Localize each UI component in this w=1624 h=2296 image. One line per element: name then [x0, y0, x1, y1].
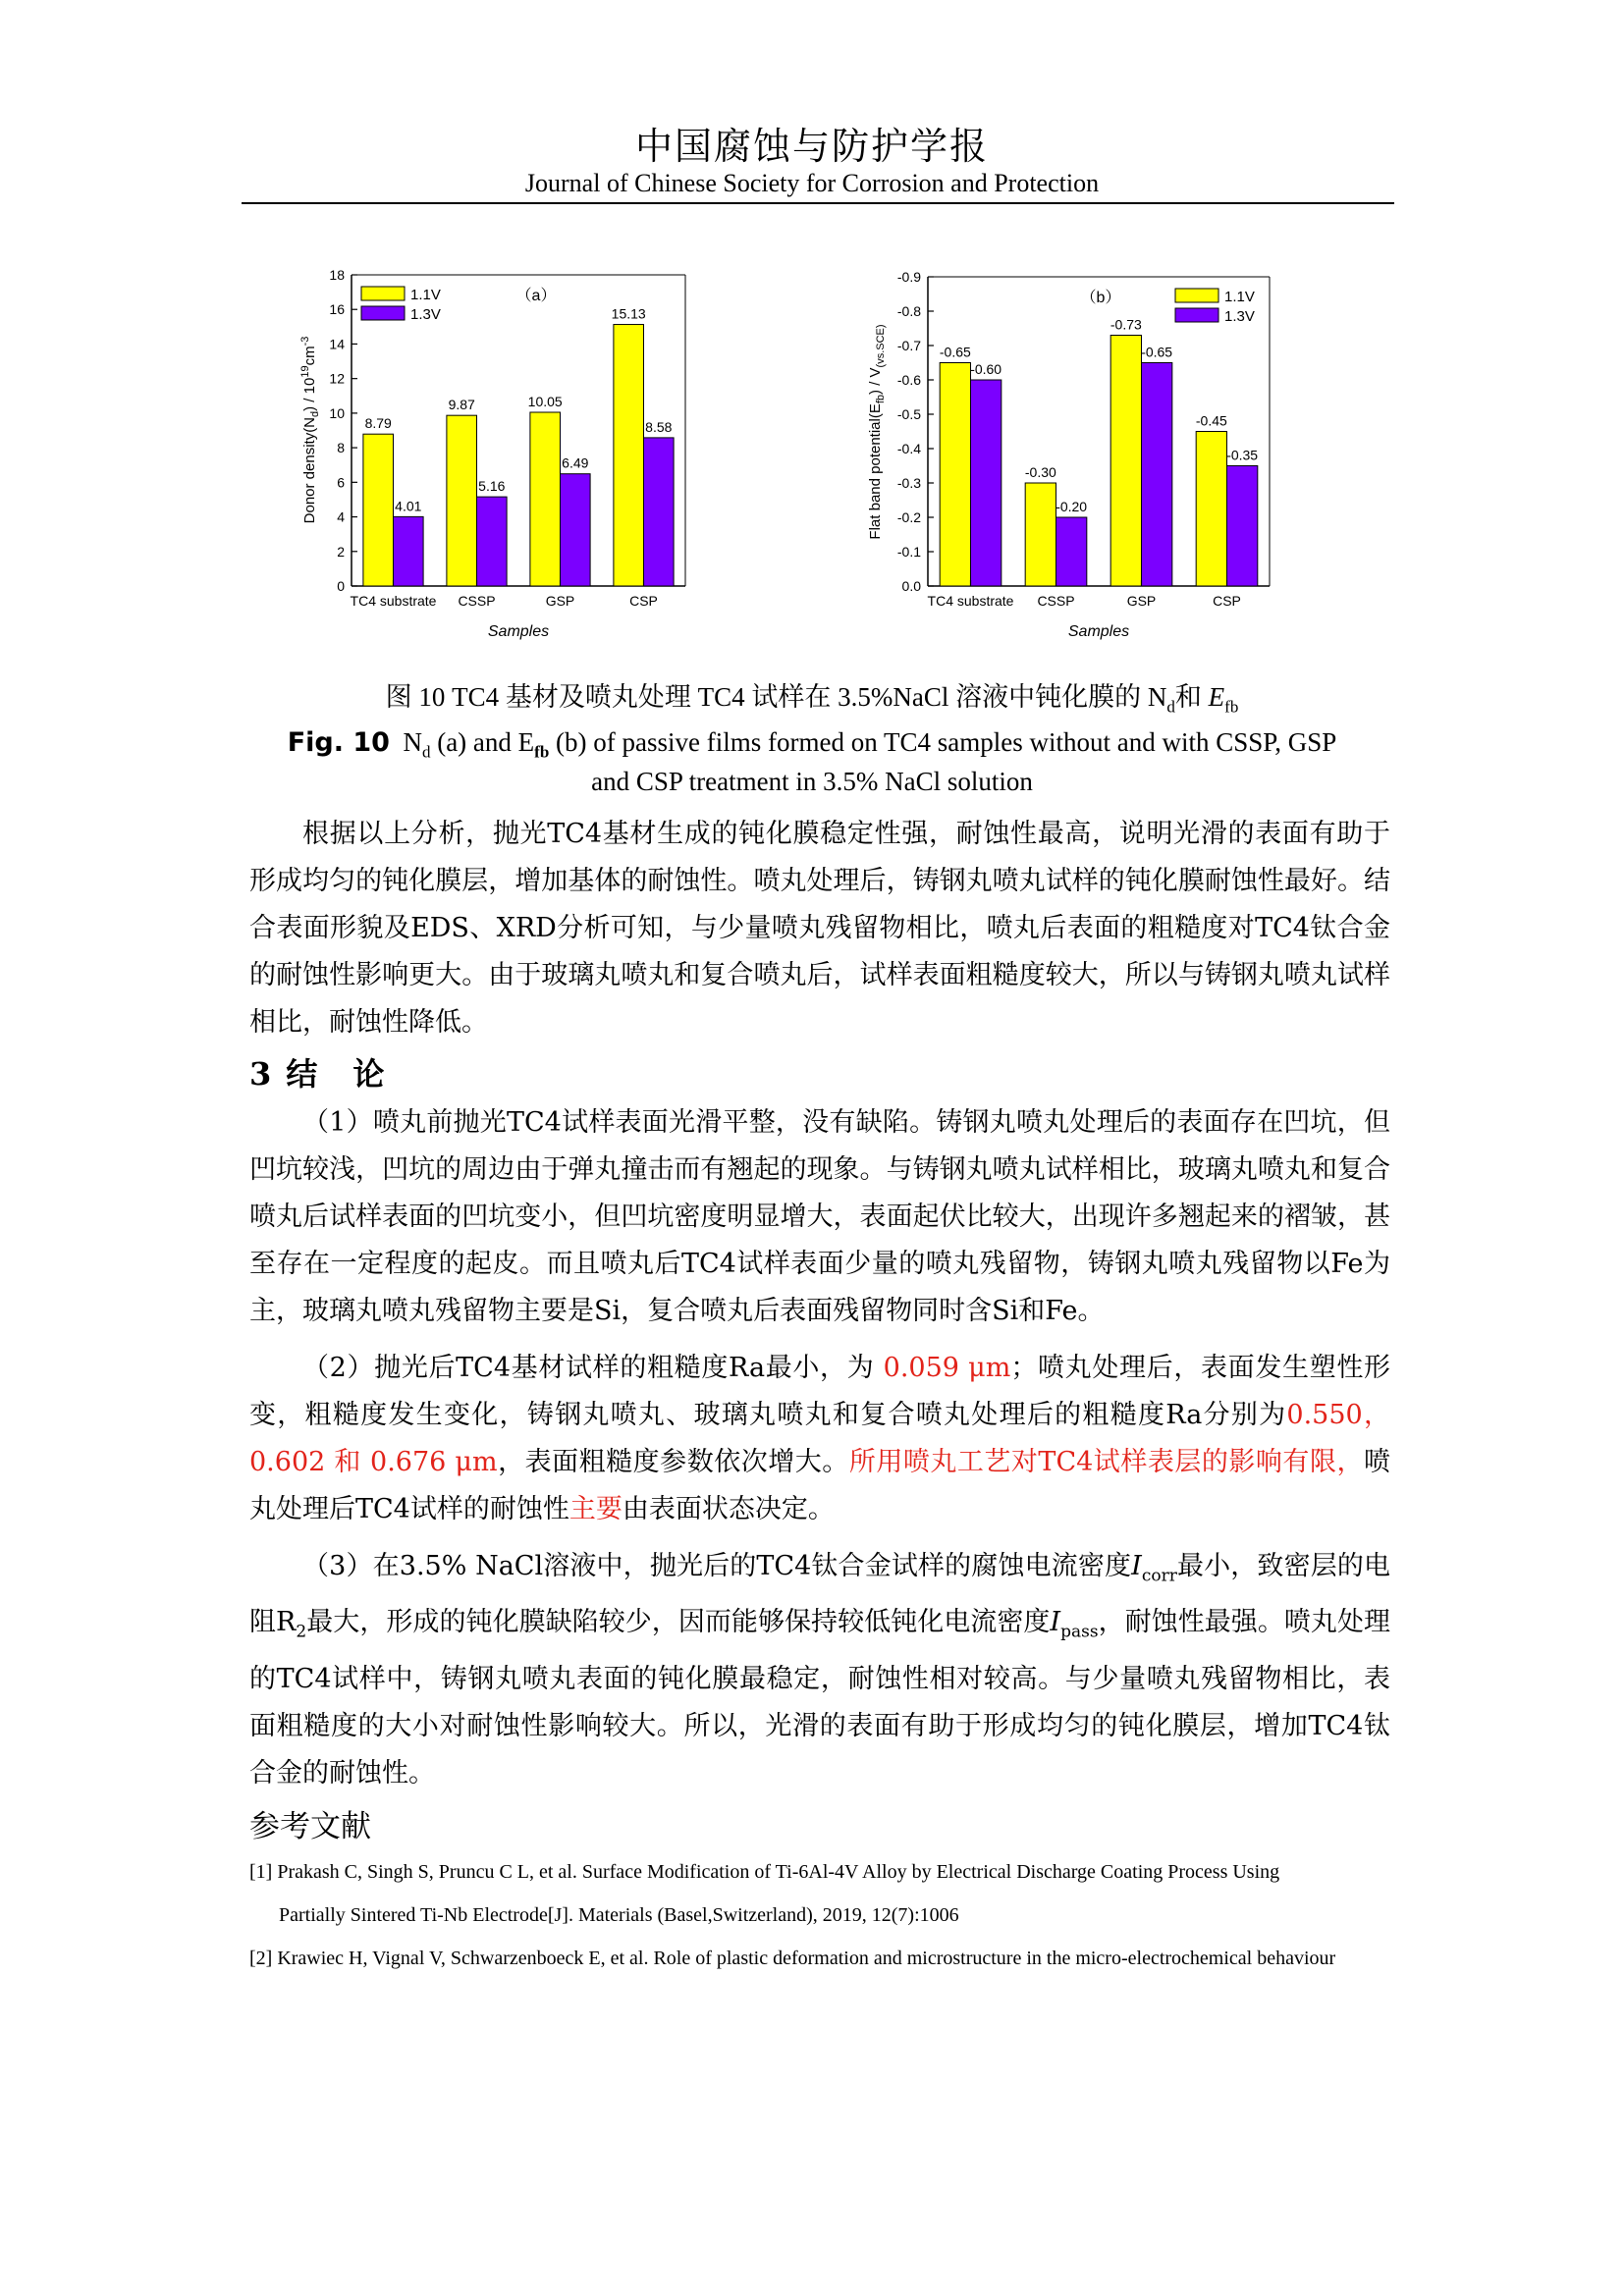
data-label: -0.65	[1141, 344, 1173, 360]
data-label: -0.60	[970, 361, 1002, 377]
y-tick-label: 0	[337, 578, 345, 594]
data-label: -0.35	[1226, 447, 1259, 463]
figure-caption-en: Fig. 10 $N_d$ (a) and $E_{fb}$ (b) of passive films formed on TC4 samples without and with CSSP, GSP	[287, 727, 1337, 762]
bars	[940, 317, 1258, 587]
x-tick-label: GSP	[545, 593, 575, 609]
y-tick-label: 10	[329, 404, 345, 421]
y-tick-label: 6	[337, 474, 345, 491]
x-tick-label: CSSP	[1037, 593, 1075, 609]
legend-label-1-3v: 1.3V	[410, 306, 441, 323]
y-tick-label: 2	[337, 543, 345, 560]
data-label: -0.30	[1024, 464, 1056, 480]
references-title: 参考文献	[249, 1808, 371, 1844]
bar-1-3V-csp	[1227, 466, 1258, 587]
flat-band-potential-chart	[859, 267, 1311, 650]
legend-swatch-1-1v	[361, 287, 405, 300]
y-tick-label: -0.5	[896, 406, 921, 422]
journal-title-en: Journal of Chinese Society for Corrosion and Protection	[524, 169, 1100, 197]
legend-label-1-1v: 1.1V	[410, 287, 441, 303]
reference-1: [1] Prakash C, Singh S, Pruncu C L, et al. Surface Modification of Ti-6Al-4V Alloy by Electrical Discharge Coating Process Using	[249, 1860, 1280, 1883]
data-label: 6.49	[562, 454, 589, 471]
x-tick-label: CSP	[629, 593, 658, 609]
header-rule	[242, 202, 1394, 204]
y-tick-label: 18	[329, 267, 345, 283]
y-tick-label: 4	[337, 508, 345, 525]
data-label: -0.73	[1110, 316, 1142, 333]
bar-1-3V-cssp	[1056, 517, 1087, 586]
bar-1-1V-tc4-substrate	[363, 434, 394, 586]
legend-swatch-1-3v	[1175, 308, 1218, 322]
bar-1-1V-gsp	[1110, 336, 1141, 587]
y-tick-label: 0.0	[901, 578, 921, 594]
body-text	[249, 811, 1390, 1980]
data-label: 8.79	[364, 415, 392, 432]
bar-1-1V-csp	[614, 325, 644, 586]
y-tick-label: -0.2	[896, 509, 921, 525]
figure-caption-en-line2: and CSP treatment in 3.5% NaCl solution	[591, 767, 1033, 796]
y-tick-label: -0.4	[896, 441, 921, 456]
data-label: 15.13	[611, 305, 646, 322]
conclusion-1: （1）喷丸前抛光TC4试样表面光滑平整，没有缺陷。铸钢丸喷丸处理后的表面存在凹坑，但凹坑较浅，凹坑的周边由于弹丸撞击而有翘起的现象。与铸钢丸喷丸试样相比，玻璃丸喷丸和复合喷丸后试样表面的凹坑变小，但凹坑密度明显增大，表面起伏比较大，出现许多翘起来的褶皱，甚至存在一定程度的起皮。而且喷丸后TC4试样表面少量的喷丸残留物，铸钢丸喷丸残留物以Fe为主，玻璃丸喷丸残留物主要是Si，复合喷丸后表面残留物同时含Si和Fe。	[249, 1107, 1390, 1326]
data-label: -0.20	[1056, 499, 1088, 514]
x-tick-label: CSP	[1213, 593, 1241, 609]
legend	[1175, 289, 1255, 325]
conclusion-2: （2）抛光后TC4基材试样的粗糙度Ra最小，为 0.059 μm；喷丸处理后，表面发生塑性形变，粗糙度发生变化，铸钢丸喷丸、玻璃丸喷丸和复合喷丸处理后的粗糙度Ra分别为0.550，0.602 和 0.676 μm，表面粗糙度参数依次增大。所用喷丸工艺对TC4试样表层的影响有限，喷丸处理后TC4试样的耐蚀性主要由表面状态决定。	[249, 1353, 1391, 1524]
legend-swatch-1-1v	[1175, 289, 1218, 302]
y-ticks	[329, 267, 357, 594]
data-label: 8.58	[645, 418, 673, 435]
bar-1-3V-tc4-substrate	[971, 380, 1001, 586]
reference-1-cont: Partially Sintered Ti-Nb Electrode[J]. Materials (Basel,Switzerland), 2019, 12(7):1006	[279, 1903, 959, 1926]
x-tick-label: TC4 substrate	[927, 593, 1014, 609]
y-tick-label: -0.9	[896, 269, 921, 285]
legend-label-1-3v: 1.3V	[1224, 308, 1255, 325]
bars	[363, 306, 674, 586]
bar-1-1V-cssp	[447, 415, 477, 586]
data-label: 4.01	[395, 498, 422, 514]
bar-1-1V-tc4-substrate	[940, 363, 970, 587]
paragraph-analysis: 根据以上分析，抛光TC4基材生成的钝化膜稳定性强，耐蚀性最高，说明光滑的表面有助于形成均匀的钝化膜层，增加基体的耐蚀性。喷丸处理后，铸钢丸喷丸试样的钝化膜耐蚀性最好。结合表面形貌及EDS、XRD分析可知，与少量喷丸残留物相比，喷丸后表面的粗糙度对TC4钛合金的耐蚀性影响更大。由于玻璃丸喷丸和复合喷丸后，试样表面粗糙度较大，所以与铸钢丸喷丸试样相比，耐蚀性降低。	[249, 819, 1390, 1038]
data-label: 5.16	[478, 478, 506, 495]
y-tick-label: -0.3	[896, 475, 921, 491]
conclusion-3: （3）在3.5% NaCl溶液中，抛光后的TC4钛合金试样的腐蚀电流密度$I_{corr}$最小，致密层的电阻$R_2$最大，形成的钝化膜缺陷较少，因而能够保持较低钝化电流密度$I_{pass}$，耐蚀性最强。喷丸处理的TC4试样中，铸钢丸喷丸表面的钝化膜最稳定，耐蚀性相对较高。与少量喷丸残留物相比，表面粗糙度的大小对耐蚀性影响较大。所以，光滑的表面有助于形成均匀的钝化膜层，增加TC4钛合金的耐蚀性。	[249, 1551, 1391, 1789]
bar-1-3V-tc4-substrate	[394, 516, 424, 586]
data-label: -0.45	[1195, 412, 1227, 429]
section-title-conclusion: 3 结 论	[249, 1055, 387, 1093]
y-tick-label: 14	[329, 336, 345, 352]
y-axis-label: Donor $density(N_d) / 10^{19}cm^{-3}$	[299, 336, 321, 524]
panel-label: （b）	[1080, 290, 1121, 306]
y-tick-label: 12	[329, 370, 345, 387]
journal-title-cn: 中国腐蚀与防护学报	[634, 125, 989, 168]
panel-label: （a）	[515, 288, 557, 304]
legend-label-1-1v: 1.1V	[1224, 289, 1255, 305]
donor-density-chart	[295, 267, 707, 650]
bar-1-1V-cssp	[1025, 483, 1056, 586]
y-tick-label: -0.8	[896, 303, 921, 319]
x-tick-label: CSSP	[458, 593, 496, 609]
data-label: 9.87	[448, 397, 475, 413]
bar-1-3V-cssp	[477, 497, 508, 586]
y-tick-label: -0.7	[896, 338, 921, 353]
bar-1-1V-csp	[1196, 432, 1226, 587]
data-label: -0.65	[939, 344, 971, 360]
x-tick-label: GSP	[1126, 593, 1157, 609]
reference-2: [2] Krawiec H, Vignal V, Schwarzenboeck E, et al. Role of plastic deformation and microstructure in the micro-electrochemical behaviour	[249, 1947, 1336, 1969]
legend-swatch-1-3v	[361, 306, 405, 320]
y-tick-label: -0.6	[896, 372, 921, 388]
bar-1-3V-gsp	[1142, 363, 1172, 587]
legend	[361, 287, 441, 323]
x-tick-label: TC4 substrate	[350, 593, 437, 609]
y-tick-label: 8	[337, 440, 345, 456]
y-axis-label: Flat band $potential(E_{fb}) / V_{(vs.SCE)}$	[867, 324, 887, 540]
bar-1-3V-csp	[644, 438, 675, 586]
figure-caption-cn: 图 10 TC4 基材及喷丸处理 TC4 试样在 3.5%NaCl 溶液中钝化膜的 $N_d$和 $E_{fb}$	[385, 682, 1239, 717]
data-label: 10.05	[527, 394, 563, 410]
x-axis-label: Samples	[487, 623, 550, 640]
bar-1-3V-gsp	[561, 474, 591, 586]
bar-1-1V-gsp	[530, 412, 561, 586]
x-axis-label: Samples	[1067, 623, 1130, 640]
y-tick-label: 16	[329, 301, 345, 318]
y-tick-label: -0.1	[896, 544, 921, 560]
